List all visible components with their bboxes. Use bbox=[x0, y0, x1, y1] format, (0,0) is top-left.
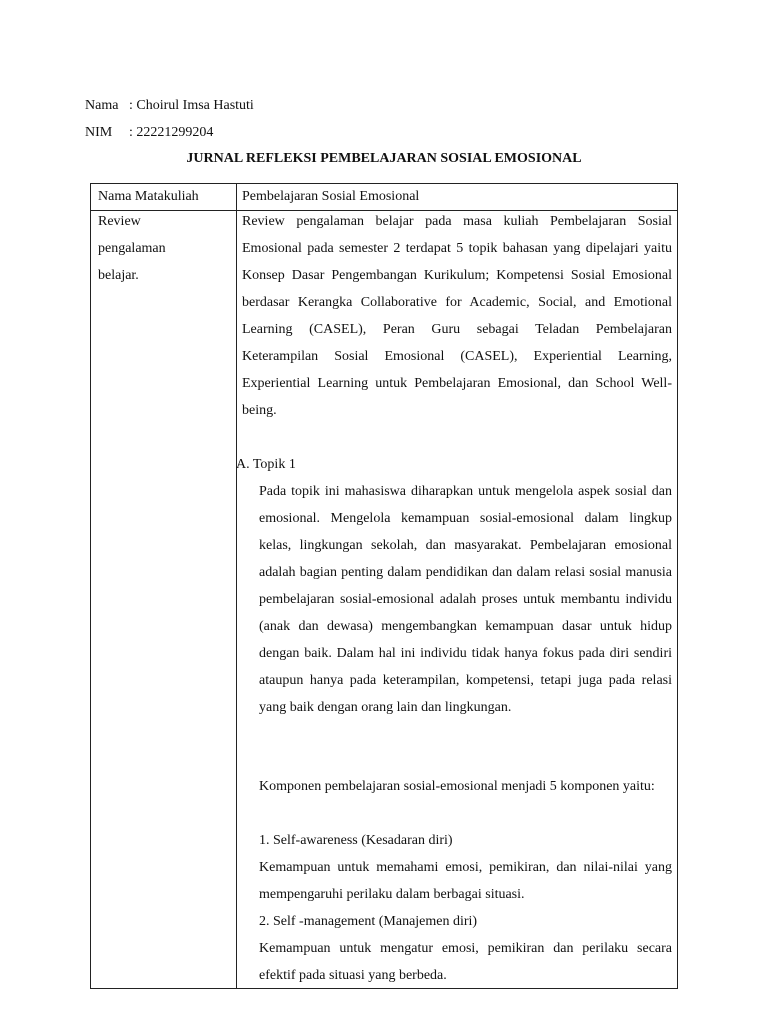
review-intro-paragraph: Review pengalaman belajar pada masa kuliah Pembelajaran Sosial Emosional pada semester 2 terdapat 5 topik bahasan yang dipelajari yaitu Konsep Dasar Pengembangan Kurikulum; Kompetensi Sosial Emosional berdasar Kerangka Collaborative for Academic, Social, and Emotional Learning (CASEL), Peran Guru sebagai Teladan Pembelajaran Keterampilan Sosial Emosional (CASEL), Experiential Learning, Experiential Learning untuk Pembelajaran Emosional, dan School Well-being. bbox=[242, 214, 672, 418]
document-title: JURNAL REFLEKSI PEMBELAJARAN SOSIAL EMOSIONAL bbox=[186, 151, 582, 166]
course-name-value: Pembelajaran Sosial Emosional bbox=[242, 189, 420, 204]
component-1-description: Kemampuan untuk memahami emosi, pemikiran, dan nilai-nilai yang mempengaruhi perilaku dalam berbagai situasi. bbox=[259, 860, 672, 902]
component-2-title: 2. Self -management (Manajemen diri) bbox=[259, 914, 478, 929]
components-intro: Komponen pembelajaran sosial-emosional menjadi 5 komponen yaitu: bbox=[259, 779, 655, 794]
nim-value: : 22221299204 bbox=[129, 125, 214, 140]
nim-label: NIM bbox=[85, 125, 113, 140]
name-value: : Choirul Imsa Hastuti bbox=[129, 98, 254, 113]
table-column-divider bbox=[236, 184, 237, 988]
student-nim-line bbox=[85, 123, 213, 143]
reflection-table bbox=[90, 183, 678, 989]
topic-heading: A. Topik 1 bbox=[236, 457, 296, 472]
topic-paragraph: Pada topik ini mahasiswa diharapkan untuk mengelola aspek sosial dan emosional. Mengelola kemampuan sosial-emosional dalam lingkup kelas, lingkungan sekolah, dan masyarakat. Pembelajaran emosional adalah bagian penting dalam pendidikan dan dalam relasi sosial manusia pembelajaran sosial-emosional adalah proses untuk membantu individu (anak dan dewasa) mengembangkan kemampuan dasar untuk hidup dengan baik. Dalam hal ini individu tidak hanya fokus pada diri sendiri ataupun hanya pada keterampilan, kompetensi, tetapi juga pada relasi yang baik dengan orang lain dan lingkungan. bbox=[259, 484, 672, 715]
student-name-line bbox=[85, 96, 254, 116]
course-name-label: Nama Matakuliah bbox=[98, 189, 199, 204]
component-1-title: 1. Self-awareness (Kesadaran diri) bbox=[259, 833, 453, 848]
name-label: Nama bbox=[85, 98, 119, 113]
review-label: Review pengalaman belajar. bbox=[98, 214, 166, 283]
component-2-description: Kemampuan untuk mengatur emosi, pemikiran dan perilaku secara efektif pada situasi yang berbeda. bbox=[259, 941, 672, 983]
